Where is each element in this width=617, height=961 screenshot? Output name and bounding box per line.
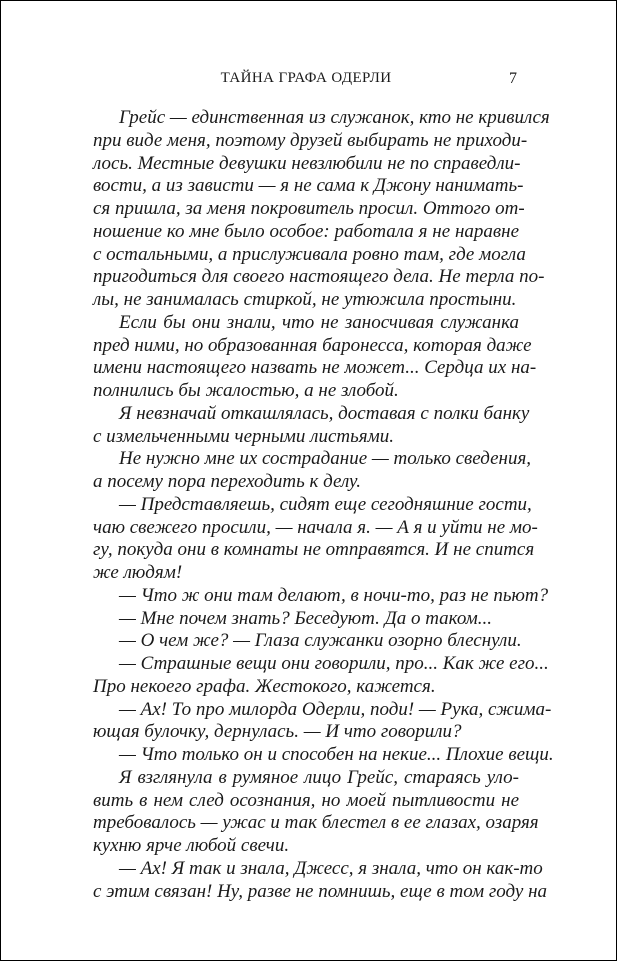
running-title: ТАЙНА ГРАФА ОДЕРЛИ	[220, 70, 392, 86]
text-line: — О чем же? — Глаза служанки озорно блеснули.	[119, 630, 522, 652]
text-line: Я взглянула в румяное лицо Грейс, стараясь уло-	[119, 766, 519, 788]
text-line: — Что ж они там делают, в ночи-то, раз не пьют?	[119, 584, 549, 606]
text-line: — Представляешь, сидят еще сегодняшние гости,	[119, 493, 532, 515]
text-line: же людям!	[93, 562, 183, 583]
text-line: лы, не занималась стиркой, не утюжила простыни.	[93, 289, 517, 310]
text-line: Не нужно мне их сострадание — только сведения,	[119, 448, 532, 470]
text-line: ношение ко мне было особое: работала я не наравне	[93, 220, 519, 242]
text-line: при виде меня, поэтому друзей выбирать не приходи-	[93, 129, 528, 151]
text-line: пред ними, но образованная баронесса, которая даже	[93, 334, 532, 356]
text-line: лось. Местные девушки невзлюбили не по справедли-	[93, 152, 521, 174]
text-line: — Ах! То про милорда Одерли, поди! — Рука, сжима-	[119, 698, 552, 720]
text-line: чаю свежего просили, — начала я. — А я и уйти не мо-	[93, 516, 538, 538]
text-line: гу, покуда они в комнаты не отправятся. И не спится	[93, 539, 535, 561]
text-line: ся пришла, за меня покровитель просил. Оттого от-	[93, 198, 525, 219]
text-line: с остальными, а прислуживала ровно там, где могла	[93, 243, 526, 265]
text-line: с этим связан! Ну, разве не помнишь, еще в том году на	[93, 880, 547, 902]
text-line: — Что только он и способен на некие... Плохие вещи.	[119, 744, 554, 765]
text-line: — Страшные вещи они говорили, про... Как же его...	[119, 653, 549, 674]
text-line: — Мне почем знать? Беседуют. Да о таком...	[119, 607, 492, 629]
text-line: — Ах! Я так и знала, Джесс, я знала, что он как-то	[119, 857, 543, 879]
text-line: полнились бы жалостью, а не злобой.	[93, 380, 399, 401]
page-number: 7	[509, 70, 517, 87]
text-line: вости, а из зависти — я не сама к Джону нанимать-	[93, 175, 524, 197]
text-line: с измельченными черными листьями.	[93, 425, 394, 447]
text-line: а посему пора переходить к делу.	[93, 471, 361, 492]
body-text	[93, 107, 554, 903]
text-line: ющая булочку, дернулась. — И что говорили?	[93, 721, 462, 743]
text-line: кухню ярче любой свечи.	[93, 835, 290, 856]
text-line: Грейс — единственная из служанок, кто не кривился	[119, 107, 550, 128]
text-line: Если бы они знали, что не заносчивая служанка	[119, 311, 519, 333]
text-line: пригодиться для своего настоящего дела. Не терла по-	[93, 266, 545, 288]
page-header	[93, 70, 519, 94]
text-line: имени настоящего назвать не может... Сердца их на-	[93, 357, 537, 379]
text-line: вить в нем след осознания, но моей пытливости не	[93, 789, 519, 811]
text-line: Я невзначай откашлялась, доставая с полки банку	[119, 402, 530, 424]
text-line: требовалось — ужас и так блестел в ее глазах, озаряя	[93, 812, 539, 834]
text-line: Про некоего графа. Жестокого, кажется.	[93, 675, 436, 697]
